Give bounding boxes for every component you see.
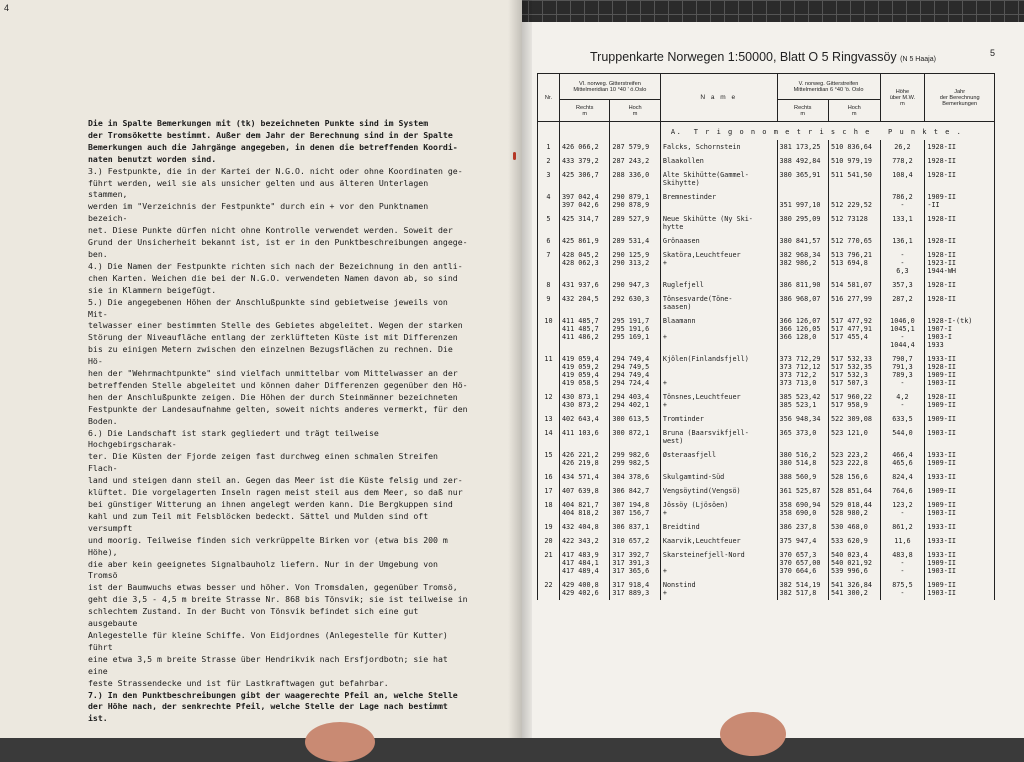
hoch-grid5: 517 532,33 517 532,35 517 532,3 517 507,3	[829, 352, 881, 390]
rechts-grid6: 434 571,4	[559, 470, 609, 484]
point-number: 4	[538, 190, 560, 212]
table-row	[538, 292, 995, 314]
point-name: Kjölen(Finlandsfjell) +	[660, 352, 777, 390]
hoch-grid5: 510 979,19	[829, 154, 881, 168]
table-row	[538, 390, 995, 412]
point-name: Blaakollen	[660, 154, 777, 168]
rechts-grid5: 373 712,29 373 712,12 373 712,2 373 713,0	[777, 352, 829, 390]
table-row	[538, 190, 995, 212]
point-name: Tönsnes,Leuchtfeuer +	[660, 390, 777, 412]
point-number: 5	[538, 212, 560, 234]
rechts-grid6: 426 066,2	[559, 140, 609, 154]
point-name: Neue Skihütte (Ny Ski- hytte	[660, 212, 777, 234]
point-name: Ruglefjell	[660, 278, 777, 292]
hoch-grid6: 287 243,2	[610, 154, 660, 168]
hoch-grid6: 304 378,6	[610, 470, 660, 484]
right-page-number: 5	[990, 48, 996, 58]
hoch-grid6: 290 879,1 290 878,9	[610, 190, 660, 212]
hoch-grid6: 317 918,4 317 889,3	[610, 578, 660, 600]
hoch-grid5: 516 277,99	[829, 292, 881, 314]
table-row	[538, 578, 995, 600]
year-remarks: 1928-I-(tk) 1907-I 1903-I 1933	[925, 314, 995, 352]
year-remarks: 1909-II 1903-II	[925, 578, 995, 600]
hoch-grid6: 288 336,0	[610, 168, 660, 190]
header-name: N a m e	[660, 74, 777, 122]
point-name: Tromtinder	[660, 412, 777, 426]
point-number: 2	[538, 154, 560, 168]
year-remarks: 1928-II	[925, 278, 995, 292]
point-number: 6	[538, 234, 560, 248]
coordinate-table	[537, 73, 995, 600]
height-value: 136,1	[880, 234, 925, 248]
height-value: 633,5	[880, 412, 925, 426]
table-row	[538, 212, 995, 234]
hoch-grid5: 517 960,22 517 958,9	[829, 390, 881, 412]
point-name: Skulgamtind-Süd	[660, 470, 777, 484]
height-value: 861,2	[880, 520, 925, 534]
rechts-grid5: 358 690,94 358 690,0	[777, 498, 829, 520]
paragraph: 4.) Die Namen der Festpunkte richten sich nach der Bezeichnung in den antli- chen Karten. Weichen die bei der N.G.O. verwendeten Namen davon ab, so sind sie in Klammern beigefügt.	[88, 260, 463, 295]
table-row	[538, 470, 995, 484]
rechts-grid6: 426 221,2 426 219,8	[559, 448, 609, 470]
rechts-grid6: 425 314,7	[559, 212, 609, 234]
point-name: Vengsöytind(Vengsö)	[660, 484, 777, 498]
header-grid5: V. norweg. Gitterstreifen Mittelmeridian 6 °40 'ö. Oslo	[777, 74, 880, 100]
hoch-grid6: 289 527,9	[610, 212, 660, 234]
point-number: 18	[538, 498, 560, 520]
rechts-grid5: 366 126,07 366 126,05 366 128,0	[777, 314, 829, 352]
header-grid6: VI. norweg. Gitterstreifen Mittelmeridian 10 °40 ' ö.Oslo	[559, 74, 660, 100]
hoch-grid5: 530 468,0	[829, 520, 881, 534]
rechts-grid5: 386 968,07	[777, 292, 829, 314]
point-name: Grönaasen	[660, 234, 777, 248]
rechts-grid5: 382 968,34 382 986,2	[777, 248, 829, 278]
point-name: Falcks, Schornstein	[660, 140, 777, 154]
rechts-grid5: 375 947,4	[777, 534, 829, 548]
hoch-grid5: 510 836,64	[829, 140, 881, 154]
point-number: 13	[538, 412, 560, 426]
hoch-grid5: 511 541,50	[829, 168, 881, 190]
table-row	[538, 234, 995, 248]
hoch-grid6: 292 630,3	[610, 292, 660, 314]
table-row	[538, 154, 995, 168]
height-value: - - 6,3	[880, 248, 925, 278]
rechts-grid5: 380 295,09	[777, 212, 829, 234]
table-row	[538, 520, 995, 534]
rechts-grid6: 419 059,4 419 059,2 419 059,4 419 058,5	[559, 352, 609, 390]
rechts-grid5: 380 516,2 380 514,8	[777, 448, 829, 470]
point-name: Skarsteinefjell-Nord +	[660, 548, 777, 578]
hoch-grid6: 307 194,8 307 156,7	[610, 498, 660, 520]
rechts-grid5: 382 514,19 382 517,8	[777, 578, 829, 600]
year-remarks: 1909-II	[925, 484, 995, 498]
table-row	[538, 352, 995, 390]
point-name: Jössöy (Ljösöen) +	[660, 498, 777, 520]
point-number: 10	[538, 314, 560, 352]
height-value: 1046,0 1045,1 - 1044,4	[880, 314, 925, 352]
height-value: 108,4	[880, 168, 925, 190]
hoch-grid5: 512 229,52	[829, 190, 881, 212]
point-number: 7	[538, 248, 560, 278]
hoch-grid6: 310 657,2	[610, 534, 660, 548]
point-number: 19	[538, 520, 560, 534]
rechts-grid5: 388 492,84	[777, 154, 829, 168]
height-value: 483,8 - -	[880, 548, 925, 578]
rechts-grid5: 385 523,42 385 523,1	[777, 390, 829, 412]
point-name: Skatöra,Leuchtfeuer +	[660, 248, 777, 278]
hoch-grid5: 523 223,2 523 222,8	[829, 448, 881, 470]
height-value: 4,2 -	[880, 390, 925, 412]
rechts-grid6: 407 639,8	[559, 484, 609, 498]
year-remarks: 1928-II	[925, 168, 995, 190]
table-row	[538, 168, 995, 190]
point-number: 14	[538, 426, 560, 448]
paragraph: 5.) Die angegebenen Höhen der Anschlußpunkte sind gebietweise jeweils von Mit- telwasser einer bestimmten Stelle des Gebietes abgeleitet. Wegen der starken Störung der Niveaufläche entlang der zerklüfteten Küste ist mit Differenzen bis zu einigen Metern zwischen den einzelnen Bezugsflächen zu rechnen. Die Hö- hen der "Wehrmachtpunkte" sind vielfach unmittelbar vom Mittelwasser an der betreffenden Stelle abgeleitet und können daher Differenzen gegenüber den Hö- hen der Anschlußpunkte zeigen. Die Höhen der durch Steinmänner bezeichneten Festpunkte der Landesaufnahme gelten, soweit nichts anderes vermerkt, für den Boden.	[88, 296, 468, 426]
rechts-grid6: 431 937,6	[559, 278, 609, 292]
rechts-grid5: 388 560,9	[777, 470, 829, 484]
year-remarks: 1928-II	[925, 234, 995, 248]
rechts-grid5: 351 997,10	[777, 190, 829, 212]
sheet-title	[590, 50, 936, 64]
year-remarks: 1909-II	[925, 412, 995, 426]
rechts-grid5: 380 365,91	[777, 168, 829, 190]
section-heading: A. T r i g o n o m e t r i s c h e P u n k t e .	[660, 122, 994, 141]
hoch-grid5: 523 121,0	[829, 426, 881, 448]
rechts-grid6: 422 343,2	[559, 534, 609, 548]
height-value: 764,6	[880, 484, 925, 498]
hoch-grid5: 512 770,65	[829, 234, 881, 248]
table-row	[538, 448, 995, 470]
header-hoehe: Höhe über M.W. m	[880, 74, 925, 122]
year-remarks: 1928-II	[925, 212, 995, 234]
height-value: 133,1	[880, 212, 925, 234]
hoch-grid5: 522 309,08	[829, 412, 881, 426]
height-value: 778,2	[880, 154, 925, 168]
paragraph: 7.) In den Punktbeschreibungen gibt der waagerechte Pfeil an, welche Stelle der Höhe nach, der senkrechte Pfeil, welche Stelle der Lage nach bestimmt ist.	[88, 689, 458, 724]
rechts-grid6: 432 404,8	[559, 520, 609, 534]
rechts-grid6: 430 873,1 430 873,2	[559, 390, 609, 412]
point-number: 11	[538, 352, 560, 390]
paragraph: 3.) Festpunkte, die in der Kartei der N.G.O. nicht oder ohne Koordinaten ge- führt werden, weil sie als unsicher gelten und aus älteren Unterlagen stammen, werden im "Verzeichnis der Festpunkte" durch ein + vor den Punktnamen bezeich- net. Diese Punkte dürfen nicht ohne Kontrolle verwendet werden. Soweit der Grund der Unsicherheit bekannt ist, ist er in den Punktbeschreibungen angege- ben.	[88, 165, 468, 259]
point-number: 1	[538, 140, 560, 154]
rechts-grid6: 417 483,9 417 484,1 417 489,4	[559, 548, 609, 578]
point-number: 9	[538, 292, 560, 314]
rechts-grid5: 361 525,87	[777, 484, 829, 498]
header-rechts-6: Rechts m	[559, 100, 609, 122]
table-row	[538, 412, 995, 426]
rechts-grid6: 433 379,2	[559, 154, 609, 168]
sheet-title-text: Truppenkarte Norwegen 1:50000, Blatt O 5 Ringvassöy	[590, 50, 897, 64]
point-name: Østeraasfjell	[660, 448, 777, 470]
height-value: 875,5 -	[880, 578, 925, 600]
point-name: Tönsesvarde(Töne- saasen)	[660, 292, 777, 314]
point-number: 20	[538, 534, 560, 548]
year-remarks: 1928-II	[925, 154, 995, 168]
hoch-grid5: 528 851,64	[829, 484, 881, 498]
rechts-grid6: 402 643,4	[559, 412, 609, 426]
hoch-grid6: 294 749,4 294 749,5 294 749,4 294 724,4	[610, 352, 660, 390]
right-thumb	[720, 712, 786, 756]
table-row	[538, 426, 995, 448]
hoch-grid5: 540 023,4 540 021,92 539 996,6	[829, 548, 881, 578]
point-number: 21	[538, 548, 560, 578]
rechts-grid6: 425 306,7	[559, 168, 609, 190]
height-value: 544,0	[880, 426, 925, 448]
rechts-grid5: 380 841,57	[777, 234, 829, 248]
hoch-grid6: 290 947,3	[610, 278, 660, 292]
year-remarks: 1928-II	[925, 292, 995, 314]
table-row	[538, 314, 995, 352]
rechts-grid6: 411 485,7 411 485,7 411 486,2	[559, 314, 609, 352]
header-hoch-5: Hoch m	[829, 100, 881, 122]
point-number: 15	[538, 448, 560, 470]
header-nr: Nr.	[538, 74, 560, 122]
year-remarks: 1933-II 1909-II 1903-II	[925, 548, 995, 578]
hoch-grid6: 289 531,4	[610, 234, 660, 248]
year-remarks: 1928-II 1923-II 1944-WH	[925, 248, 995, 278]
book-gutter-shadow	[508, 0, 532, 738]
hoch-grid6: 300 872,1	[610, 426, 660, 448]
point-name: Alte Skihütte(Gammel- Skihytte)	[660, 168, 777, 190]
rechts-grid5: 386 237,8	[777, 520, 829, 534]
hoch-grid6: 317 392,7 317 391,3 317 365,6	[610, 548, 660, 578]
hoch-grid5: 533 620,9	[829, 534, 881, 548]
sheet-title-note: (N 5 Haaja)	[900, 56, 936, 63]
hoch-grid6: 300 613,5	[610, 412, 660, 426]
rechts-grid5: 370 657,3 370 657,00 370 664,6	[777, 548, 829, 578]
year-remarks: 1903-II	[925, 426, 995, 448]
height-value: 287,2	[880, 292, 925, 314]
hoch-grid6: 306 837,1	[610, 520, 660, 534]
rechts-grid6: 404 821,7 404 818,2	[559, 498, 609, 520]
table-row	[538, 534, 995, 548]
year-remarks: 1933-II	[925, 534, 995, 548]
height-value: 466,4 465,6	[880, 448, 925, 470]
hoch-grid6: 287 579,9	[610, 140, 660, 154]
year-remarks: 1928-II	[925, 140, 995, 154]
rechts-grid6: 428 045,2 428 062,3	[559, 248, 609, 278]
table-row	[538, 140, 995, 154]
hoch-grid5: 528 156,6	[829, 470, 881, 484]
left-page	[0, 0, 522, 738]
year-remarks: 1909-II 1903-II	[925, 498, 995, 520]
table-row	[538, 498, 995, 520]
year-remarks: 1928-II 1909-II	[925, 390, 995, 412]
height-value: 357,3	[880, 278, 925, 292]
rechts-grid6: 432 204,5	[559, 292, 609, 314]
hoch-grid6: 294 403,4 294 402,1	[610, 390, 660, 412]
rechts-grid6: 425 861,9	[559, 234, 609, 248]
point-number: 17	[538, 484, 560, 498]
table-row	[538, 248, 995, 278]
rechts-grid6: 411 103,6	[559, 426, 609, 448]
table-row	[538, 548, 995, 578]
year-remarks: 1909-II -II	[925, 190, 995, 212]
point-name: Bremnestinder	[660, 190, 777, 212]
hoch-grid5: 541 326,84 541 300,2	[829, 578, 881, 600]
hoch-grid5: 512 73128	[829, 212, 881, 234]
left-page-body-text	[88, 118, 468, 725]
hoch-grid5: 517 477,92 517 477,91 517 455,4	[829, 314, 881, 352]
height-value: 26,2	[880, 140, 925, 154]
paragraph: Die in Spalte Bemerkungen mit (tk) bezeichneten Punkte sind im System der Tromsökette bestimmt. Außer dem Jahr der Berechnung sind in der Spalte Bemerkungen auch die Jahrgänge angegeben, in denen die betreffenden Koordi- naten benutzt worden sind.	[88, 118, 458, 164]
paragraph: 6.) Die Landschaft ist stark gegliedert und trägt teilweise Hochgebirgscharak- ter. Die Küsten der Fjorde zeigen fast durchweg einen schmalen Streifen Flach- land und steigen dann steil an. Gegen das Meer ist die Küste felsig und zer- klüftet. Die vorgelagerten Inseln ragen meist steil aus dem Meer, so daß nur bei günstiger Witterung an ihnen angelegt werden kann. Die Bergkuppen sind kahl und zum Teil mit Felsblöcken bedeckt. Sättel und Mulden sind oft versumpft und moorig. Teilweise finden sich verkrüppelte Birken vor (etwa bis 200 m Höhe), die aber kein geeignetes Signalbauholz liefern. Nur in der Umgebung von Tromsö ist der Baumwuchs etwas besser und höher. Von Tromsdalen, gegenüber Tromsö, geht die 3,5 - 4,5 m breite Strasse Nr. 868 bis Tönsvik; sie ist teilweise in schlechtem Zustand. In der Bucht von Tönsvik befindet sich eine gut ausgebaute Anlegestelle für kleine Schiffe. Von Eidjordnes (Anlegestelle für Kutter) führt eine etwa 3,5 m breite Strasse über Hendrikvik nach Ersfjordbotn; sie hat eine feste Strassendecke und ist für Lastkraftwagen gut befahrbar.	[88, 427, 468, 688]
point-name: Nonstind +	[660, 578, 777, 600]
year-remarks: 1933-II 1928-II 1909-II 1903-II	[925, 352, 995, 390]
rechts-grid5: 386 811,90	[777, 278, 829, 292]
point-number: 8	[538, 278, 560, 292]
point-name: Breidtind	[660, 520, 777, 534]
rechts-grid5: 365 373,0	[777, 426, 829, 448]
height-value: 11,6	[880, 534, 925, 548]
year-remarks: 1933-II 1909-II	[925, 448, 995, 470]
point-name: Blaamann +	[660, 314, 777, 352]
hoch-grid6: 295 191,7 295 191,6 295 169,1	[610, 314, 660, 352]
hoch-grid5: 513 796,21 513 694,8	[829, 248, 881, 278]
year-remarks: 1933-II	[925, 520, 995, 534]
left-thumb	[305, 722, 375, 762]
height-value: 123,2 -	[880, 498, 925, 520]
height-value: 824,4	[880, 470, 925, 484]
point-number: 22	[538, 578, 560, 600]
hoch-grid6: 290 125,9 290 313,2	[610, 248, 660, 278]
hoch-grid6: 306 842,7	[610, 484, 660, 498]
left-page-number: 4	[4, 3, 10, 13]
rechts-grid6: 397 042,4 397 042,6	[559, 190, 609, 212]
height-value: 786,2 -	[880, 190, 925, 212]
header-rechts-5: Rechts m	[777, 100, 829, 122]
year-remarks: 1933-II	[925, 470, 995, 484]
header-hoch-6: Hoch m	[610, 100, 660, 122]
point-number: 16	[538, 470, 560, 484]
height-value: 790,7 791,3 789,3 -	[880, 352, 925, 390]
rechts-grid5: 356 948,34	[777, 412, 829, 426]
table-row	[538, 278, 995, 292]
hoch-grid5: 529 018,44 528 980,2	[829, 498, 881, 520]
point-name: Bruna (Baarsvikfjell- west)	[660, 426, 777, 448]
point-number: 3	[538, 168, 560, 190]
point-number: 12	[538, 390, 560, 412]
hoch-grid5: 514 581,07	[829, 278, 881, 292]
header-jahr: Jahr der Berechnung Bemerkungen	[925, 74, 995, 122]
rechts-grid5: 381 173,25	[777, 140, 829, 154]
rechts-grid6: 429 400,8 429 402,6	[559, 578, 609, 600]
point-name: Kaarvik,Leuchtfeuer	[660, 534, 777, 548]
table-row	[538, 484, 995, 498]
hoch-grid6: 299 982,6 299 982,5	[610, 448, 660, 470]
